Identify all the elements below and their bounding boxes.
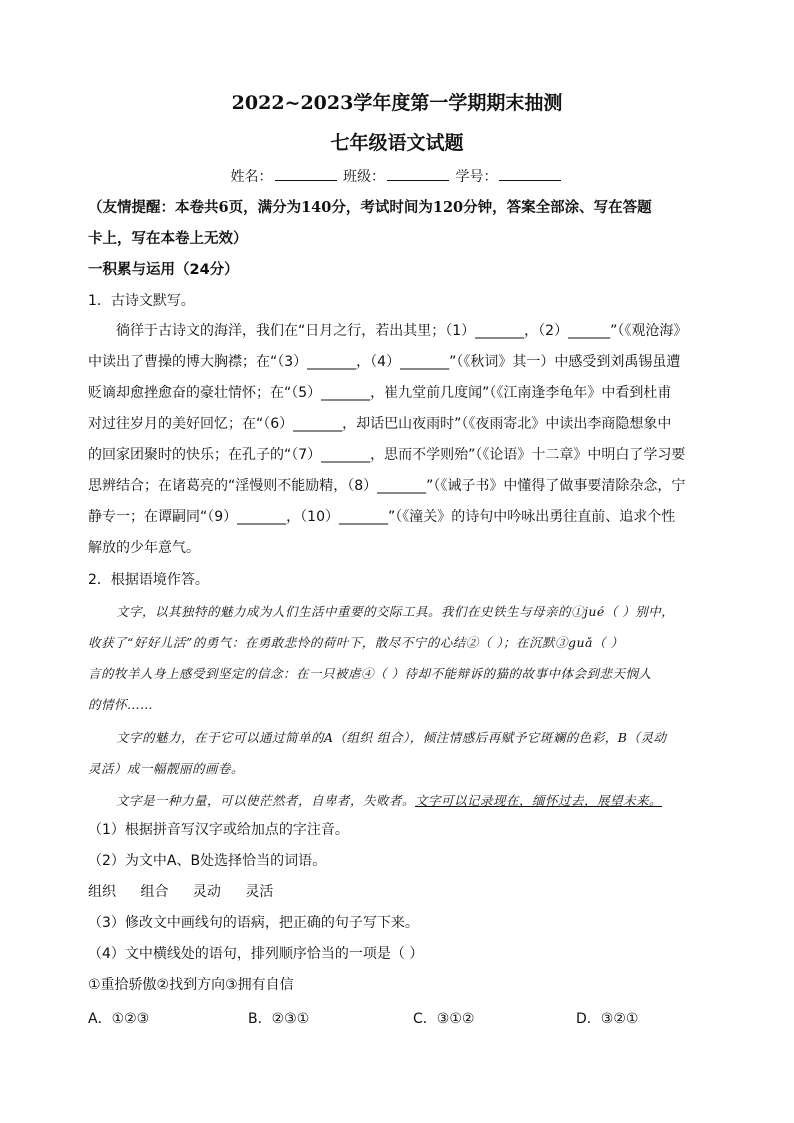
- notice-line-1: （友情提醒：本卷共6页，满分为140分，考试时间为120分钟，答案全部涂、写在答题: [88, 199, 652, 216]
- number-label: 学号：: [455, 169, 498, 185]
- q1-line: 中读出了曹操的博大胸襟；在“（3）_______，（4）_______”（《秋词》其一）中感受到刘禹锡虽遭: [88, 354, 681, 370]
- q2-passage-1: [88, 596, 718, 720]
- q1-line: 静专一；在谭嗣同“（9）_______，（10）_______”（《潼关》的诗句中吟咏出勇往直前、追求个性: [88, 509, 676, 525]
- q2-sub-1: （1）根据拼音写汉字或给加点的字注音。: [88, 822, 349, 838]
- q2-passage-3-plain: 文字是一种力量，可以使茫然者，自卑者，失败者。: [116, 793, 416, 808]
- exam-subtitle: 七年级语文试题: [330, 132, 464, 154]
- q2-passage-line: 言的牧羊人身上感受到坚定的信念：在一只被虐④（ ）待却不能辩诉的猫的故事中体会到悲天悯人: [88, 666, 652, 681]
- question-2-label: 2．根据语境作答。: [88, 572, 209, 588]
- q1-line: 思辨结合；在诸葛亮的“淫慢则不能励精，（8）_______”（《诫子书》中懂得了做事要清除杂念，宁: [88, 478, 686, 494]
- q2-underlined-sentence: 文字可以记录现在，缅怀过去，展望未来。: [415, 793, 663, 808]
- student-info-line: [0, 166, 794, 186]
- q1-line: 徜徉于古诗文的海洋，我们在“日月之行，若出其里；（1）_______，（2）______”（《观沧海》: [116, 323, 688, 339]
- section-heading: 一积累与运用（24分）: [88, 262, 239, 278]
- name-label: 姓名：: [230, 169, 273, 185]
- notice-line-2: 卡上，写在本卷上无效）: [88, 230, 248, 247]
- question-1-passage: [88, 316, 718, 564]
- q1-line: 的回家团聚时的快乐；在孔子的“（7）_______，思而不学则殆”（《论语》十二章》中明白了学习要: [88, 447, 686, 463]
- q1-line: 解放的少年意气。: [88, 540, 200, 556]
- q2-sub-2: （2）为文中A、B处选择恰当的词语。: [88, 853, 327, 869]
- name-blank[interactable]: [275, 168, 337, 181]
- q2-passage-line: 灵活）成一幅靓丽的画卷。: [88, 761, 245, 776]
- q2-sub-4: （4）文中横线处的语句，排列顺序恰当的一项是（ ）: [88, 946, 424, 962]
- word-option: 灵活: [245, 884, 274, 900]
- word-option: 组织: [88, 884, 116, 900]
- choice-b[interactable]: B．②③①: [248, 1011, 310, 1027]
- choice-d[interactable]: D．③②①: [576, 1011, 639, 1027]
- order-items: ①重拾骄傲②找到方向③拥有自信: [88, 977, 294, 993]
- q2-passage-line: 收获了“好好儿活”的勇气：在勇敢悲怜的荷叶下，散尽不宁的心结②（ ）；在沉默③guǎ（ ）: [88, 635, 624, 650]
- q1-line: 对过往岁月的美好回忆；在“（6）_______，却话巴山夜雨时”（《夜雨寄北》中读出李商隐想象中: [88, 416, 672, 432]
- word-option: 组合: [140, 884, 169, 900]
- class-label: 班级：: [343, 169, 385, 185]
- q2-passage-3: [88, 785, 718, 816]
- q2-passage-line: 文字，以其独特的魅力成为人们生活中重要的交际工具。我们在史铁生与母亲的①jué（ ）别中，: [116, 604, 675, 619]
- q1-line: 贬谪却愈挫愈奋的豪壮情怀；在“（5）_______，崔九堂前几度闻”（《江南逢李龟年》中看到杜甫: [88, 385, 672, 401]
- number-blank[interactable]: [499, 168, 561, 181]
- q2-passage-line: 的情怀……: [88, 697, 154, 712]
- word-options: [88, 877, 718, 908]
- q2-passage-line: 文字的魅力，在于它可以通过简单的A（组织 组合），倾注情感后再赋予它斑斓的色彩，B（灵动: [116, 730, 667, 745]
- q2-passage-2: [88, 722, 718, 784]
- word-option: 灵动: [192, 884, 221, 900]
- class-blank[interactable]: [387, 168, 449, 181]
- q2-passage-3-line: [88, 785, 718, 816]
- question-1-label: 1．古诗文默写。: [88, 293, 195, 309]
- choice-c[interactable]: C．③①②: [413, 1011, 475, 1027]
- exam-title: 2022~2023学年度第一学期期末抽测: [231, 92, 563, 114]
- choice-a[interactable]: A．①②③: [88, 1011, 150, 1027]
- q2-sub-3: （3）修改文中画线句的语病，把正确的句子写下来。: [88, 915, 419, 931]
